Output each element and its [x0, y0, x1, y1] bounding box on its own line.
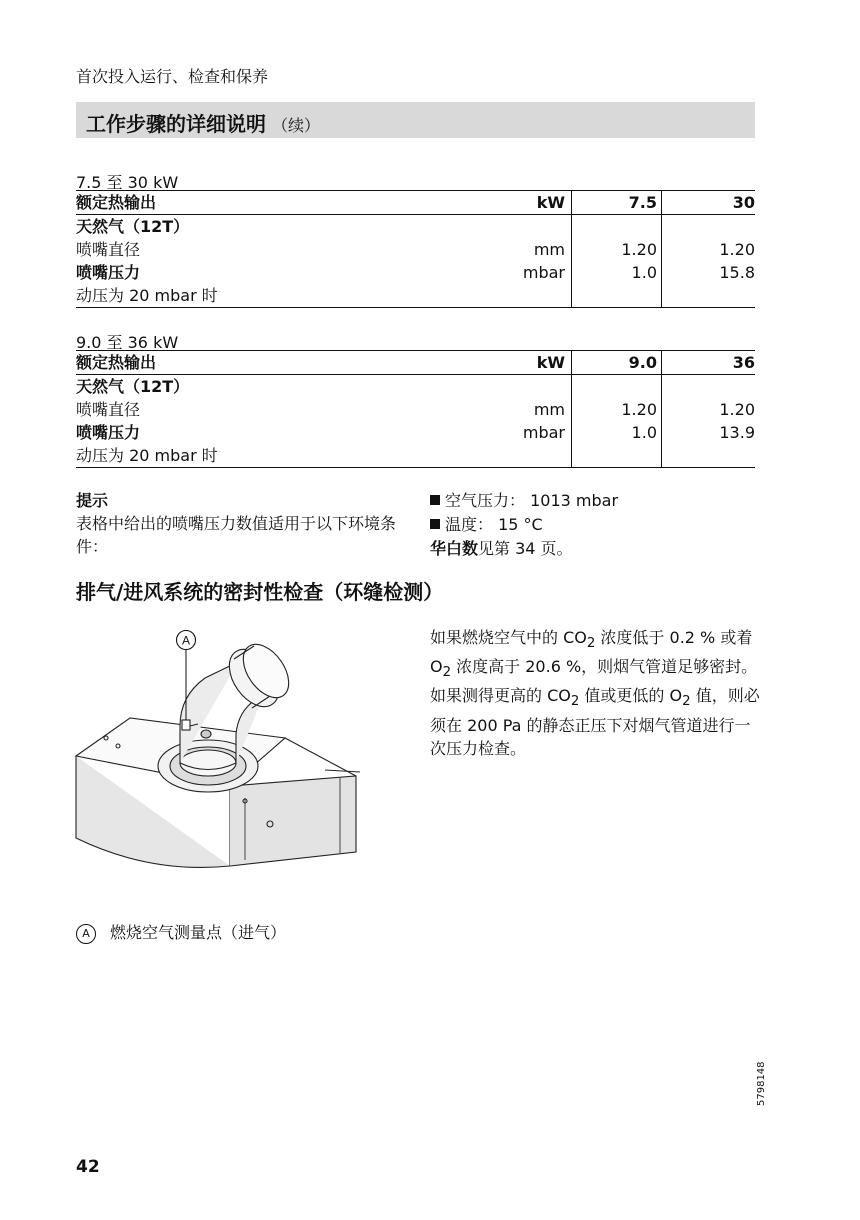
bullet-square-icon	[430, 495, 440, 505]
table-cell	[662, 215, 756, 239]
paragraph: 如果燃烧空气中的 $CO_2$ 浓度低于 0.2 % 或着 $O_2$ 浓度高于 20.6 %，则烟气管道足够密封。	[430, 628, 758, 681]
table-cell: mbar	[471, 421, 572, 444]
page-number: 42	[76, 1157, 100, 1177]
table-row	[76, 444, 755, 468]
table-header-row	[76, 351, 755, 375]
table-header-cell: 30	[662, 191, 756, 215]
table-cell: 喷嘴直径	[76, 400, 141, 419]
table1	[76, 190, 755, 308]
table2	[76, 350, 755, 468]
boiler-flue-illustration	[70, 626, 370, 888]
table2-caption: 9.0 至 36 kW	[76, 333, 179, 352]
table-cell: mm	[471, 238, 572, 261]
table-row	[76, 261, 755, 284]
table1-caption: 7.5 至 30 kW	[76, 173, 179, 192]
table-header-cell: kW	[471, 191, 572, 215]
table-cell	[471, 375, 572, 399]
table-row	[76, 238, 755, 261]
bullet-square-icon	[430, 519, 440, 529]
table-cell: mbar	[471, 261, 572, 284]
table-cell	[572, 375, 662, 399]
leak-check-heading: 排气/进风系统的密封性检查（环缝检测）	[76, 580, 444, 604]
table-header-cell: 7.5	[572, 191, 662, 215]
table-cell	[471, 444, 572, 468]
table-cell: 15.8	[719, 263, 755, 282]
table-cell: 喷嘴压力	[76, 263, 141, 282]
figure-legend: A 燃烧空气测量点（进气）	[76, 920, 286, 944]
paragraph: 如果测得更高的 $CO_2$ 值或更低的 $O_2$ 值，则必须在 200 Pa 的静态正压下对烟气管道进行一次压力检查。	[430, 686, 760, 758]
table-cell	[662, 284, 756, 308]
table-header-cell: 额定热输出	[76, 351, 471, 375]
table-header-cell: 9.0	[572, 351, 662, 375]
table-cell: 动压为 20 mbar 时	[76, 444, 471, 468]
table-cell	[572, 444, 662, 468]
document-number: 5798148	[756, 1061, 767, 1106]
table-row	[76, 284, 755, 308]
table-cell	[662, 444, 756, 468]
wobbe-reference: 华白数见第 34 页。	[430, 539, 573, 558]
table-cell	[662, 375, 756, 399]
table-cell	[572, 284, 662, 308]
table-cell: 喷嘴压力	[76, 423, 141, 442]
table-cell: 动压为 20 mbar 时	[76, 284, 471, 308]
table-cell: 天然气（12T）	[76, 377, 190, 396]
table-cell: 1.20	[719, 240, 755, 259]
condition-item: 温度： 15 °C	[430, 512, 543, 535]
section-title-suffix: （续）	[272, 116, 321, 135]
table-cell: 喷嘴直径	[76, 240, 141, 259]
callout-circle-icon: A	[76, 924, 96, 944]
note-text: 表格中给出的喷嘴压力数值适用于以下环境条件：	[76, 514, 397, 556]
table-row	[76, 375, 755, 399]
table-cell: 13.9	[719, 423, 755, 442]
leak-check-text	[430, 626, 760, 760]
chapter-title: 首次投入运行、检查和保养	[76, 67, 269, 86]
table-cell	[471, 284, 572, 308]
table-header-cell: 额定热输出	[76, 191, 471, 215]
table-row	[76, 421, 755, 444]
table-header-cell: kW	[471, 351, 572, 375]
table-cell: mm	[471, 398, 572, 421]
table-cell: 1.0	[572, 261, 662, 284]
section-title: 工作步骤的详细说明 （续）	[86, 112, 321, 136]
table-cell	[471, 215, 572, 239]
table-header-cell: 36	[662, 351, 756, 375]
table-header-row	[76, 191, 755, 215]
table-cell: 1.20	[572, 238, 662, 261]
table-cell: 天然气（12T）	[76, 217, 190, 236]
callout-a-label: A	[181, 633, 191, 648]
table-cell: 1.20	[572, 398, 662, 421]
table-row	[76, 215, 755, 239]
table-row	[76, 398, 755, 421]
table-cell: 1.20	[719, 400, 755, 419]
table-cell	[572, 215, 662, 239]
note-heading: 提示	[76, 491, 109, 510]
condition-item: 空气压力： 1013 mbar	[430, 488, 618, 511]
table-cell: 1.0	[572, 421, 662, 444]
